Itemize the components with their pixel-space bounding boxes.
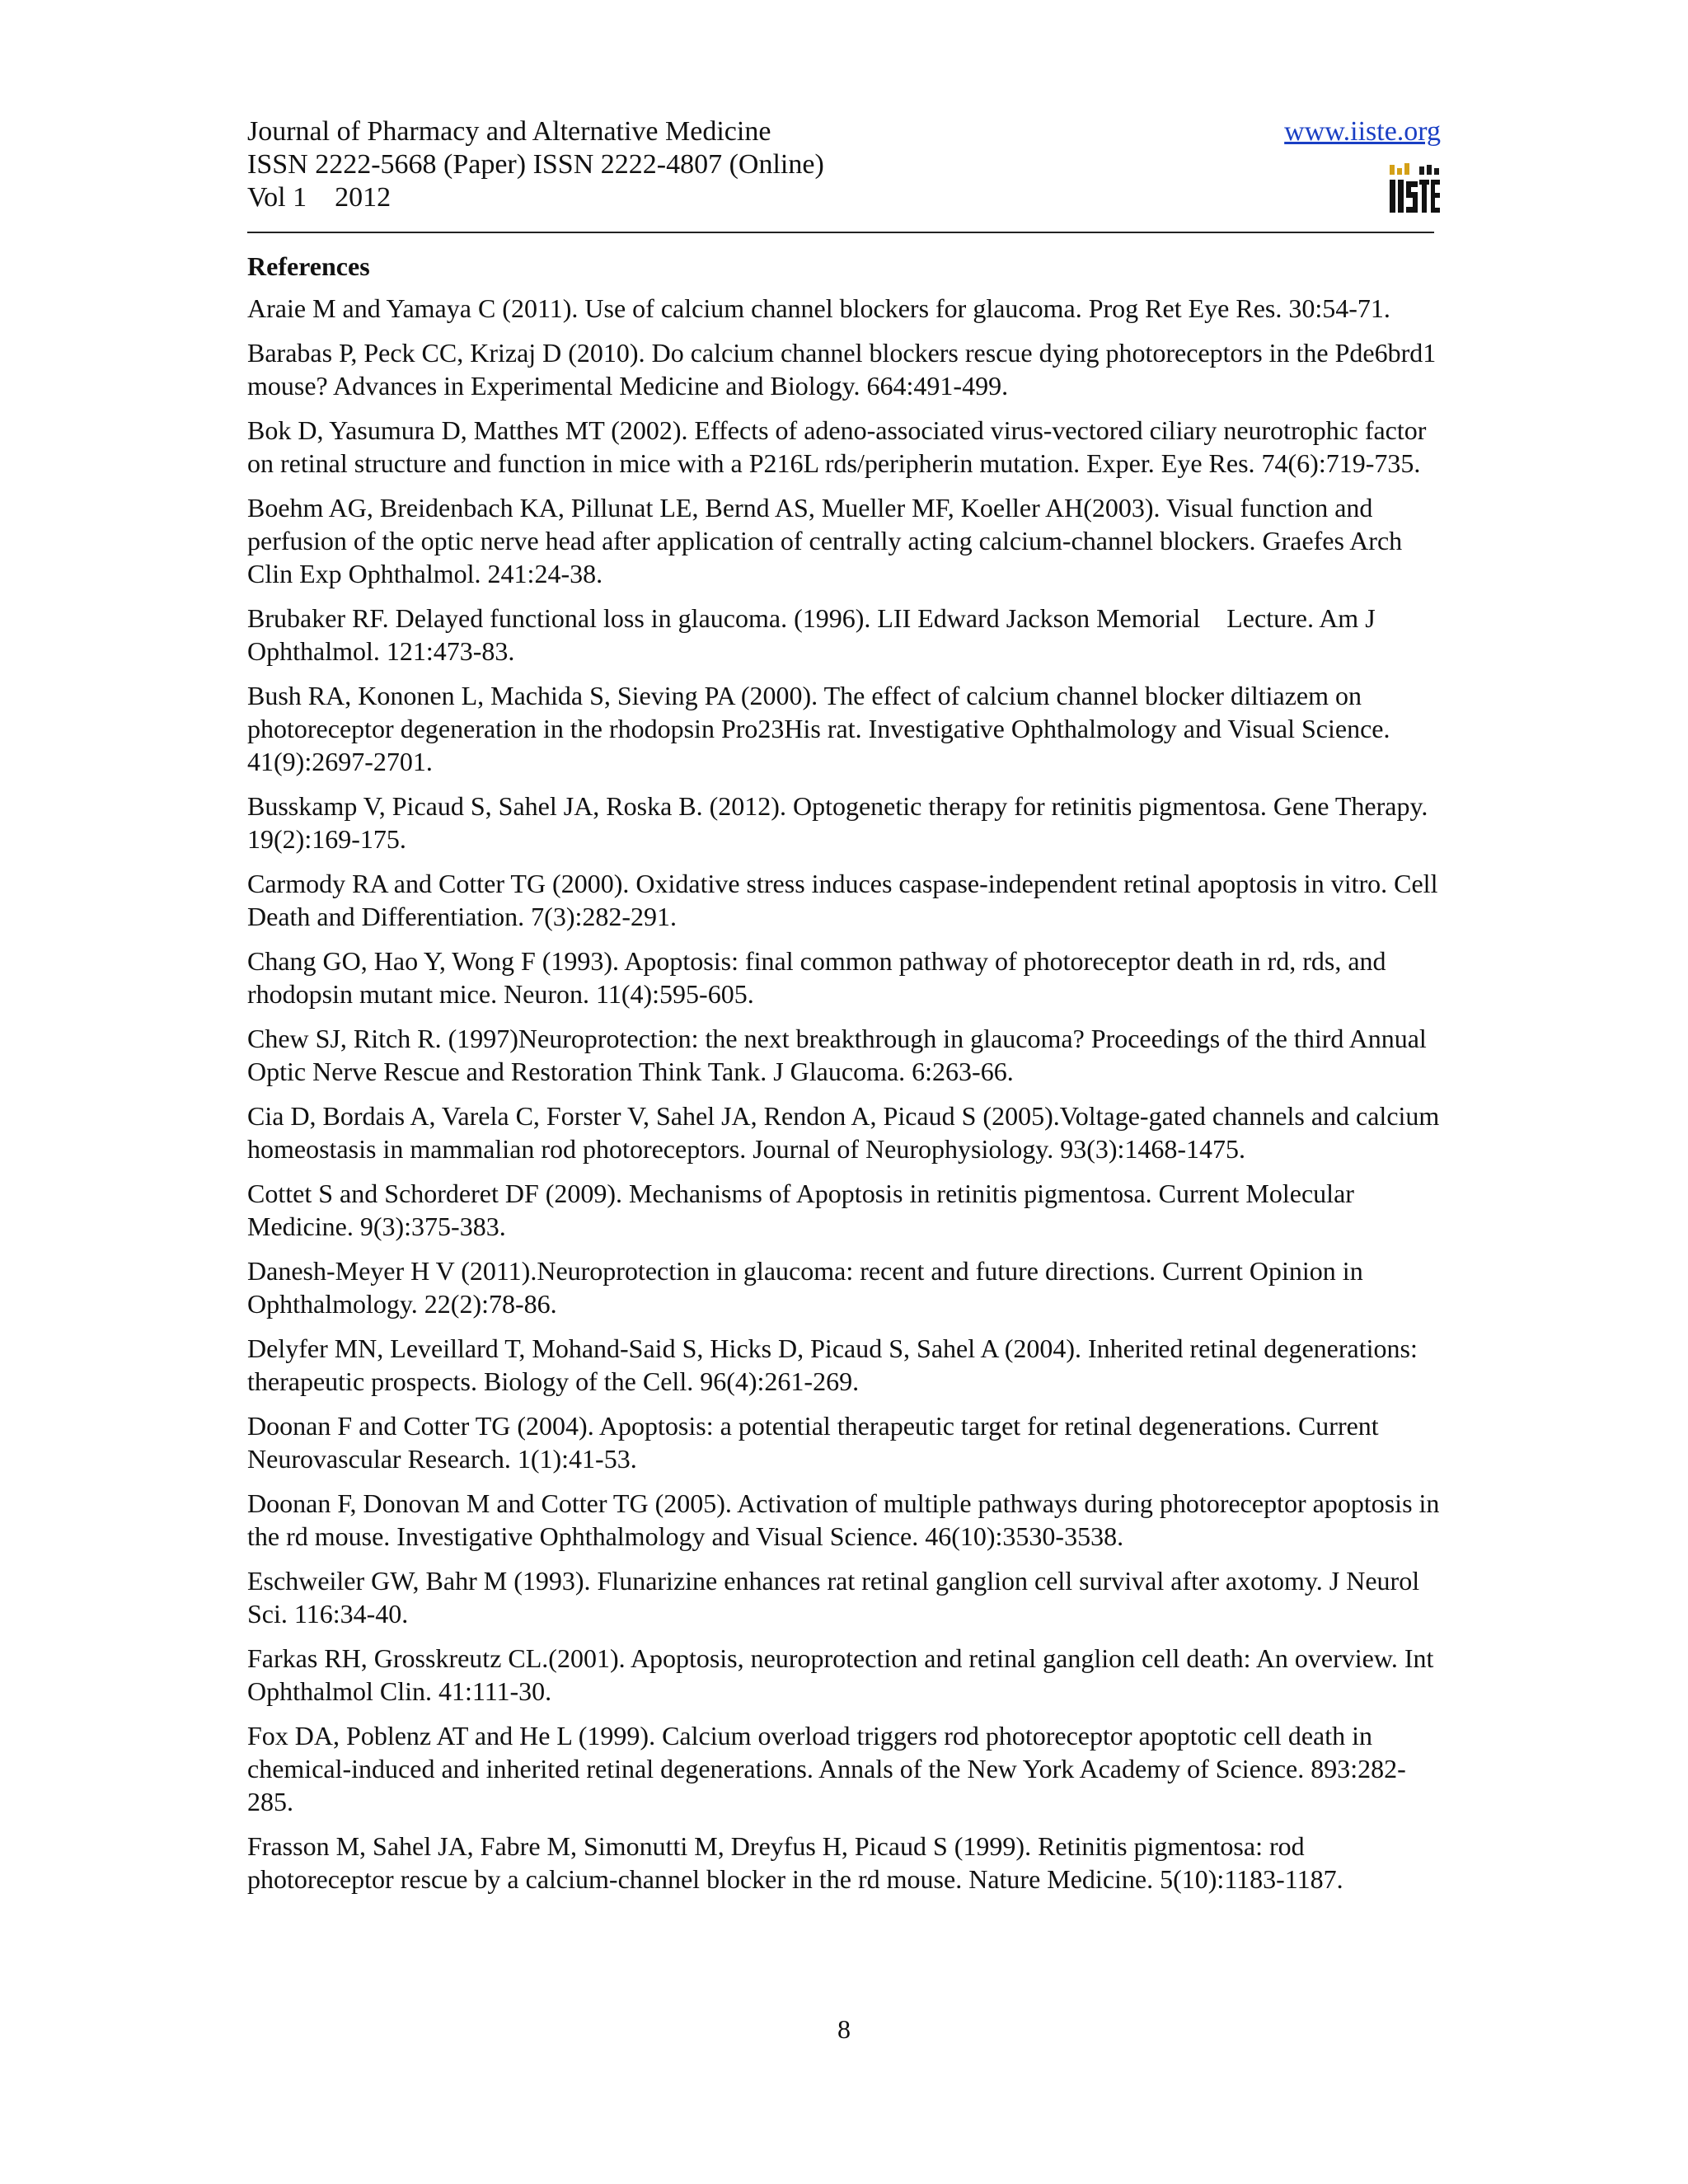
- journal-issn: ISSN 2222-5668 (Paper) ISSN 2222-4807 (Online): [247, 149, 824, 180]
- page-number: 8: [837, 2014, 851, 2044]
- reference-item: Chew SJ, Ritch R. (1997)Neuroprotection: the next breakthrough in glaucoma? Proceedings of the third Annual Optic Nerve Rescue and Restoration Think Tank. J Glaucoma. 6:263-66.: [247, 1024, 1427, 1086]
- reference-item: Busskamp V, Picaud S, Sahel JA, Roska B. (2012). Optogenetic therapy for retinitis pigmentosa. Gene Therapy. 19(2):169-175.: [247, 791, 1428, 854]
- header-divider: [247, 232, 1434, 233]
- references-section: [247, 249, 1451, 1907]
- reference-item: Cottet S and Schorderet DF (2009). Mechanisms of Apoptosis in retinitis pigmentosa. Current Molecular Medicine. 9(3):375-383.: [247, 1179, 1354, 1241]
- reference-item: Chang GO, Hao Y, Wong F (1993). Apoptosis: final common pathway of photoreceptor death in rd, rds, and rhodopsin mutant mice. Neuron. 11(4):595-605.: [247, 946, 1386, 1009]
- journal-volume: Vol 1 2012: [247, 182, 392, 213]
- reference-item: Bush RA, Kononen L, Machida S, Sieving PA (2000). The effect of calcium channel blocker diltiazem on photoreceptor degeneration in the rhodopsin Pro23His rat. Investigative Ophthalmology and Visual Science. 41(9):2697-2701.: [247, 681, 1390, 776]
- reference-item: Danesh-Meyer H V (2011).Neuroprotection in glaucoma: recent and future directions. Current Opinion in Ophthalmology. 22(2):78-86.: [247, 1256, 1363, 1319]
- journal-title: Journal of Pharmacy and Alternative Medicine: [247, 116, 771, 147]
- reference-item: Farkas RH, Grosskreutz CL.(2001). Apoptosis, neuroprotection and retinal ganglion cell death: An overview. Int Ophthalmol Clin. 41:111-30.: [247, 1643, 1434, 1706]
- reference-item: Barabas P, Peck CC, Krizaj D (2010). Do calcium channel blockers rescue dying photoreceptors in the Pde6brd1 mouse? Advances in Experimental Medicine and Biology. 664:491-499.: [247, 338, 1437, 401]
- reference-item: Brubaker RF. Delayed functional loss in glaucoma. (1996). LII Edward Jackson Memorial Lecture. Am J Ophthalmol. 121:473-83.: [247, 603, 1382, 666]
- reference-item: Delyfer MN, Leveillard T, Mohand-Said S, Hicks D, Picaud S, Sahel A (2004). Inherited retinal degenerations: therapeutic prospects. Biology of the Cell. 96(4):261-269.: [247, 1333, 1418, 1396]
- reference-item: Fox DA, Poblenz AT and He L (1999). Calcium overload triggers rod photoreceptor apoptotic cell death in chemical-induced and inherited retinal degenerations. Annals of the New York Academy of Science. 893:282-285.: [247, 1721, 1406, 1816]
- iiste-logo: [1388, 163, 1441, 216]
- page-header: [247, 115, 1441, 231]
- reference-item: Frasson M, Sahel JA, Fabre M, Simonutti M, Dreyfus H, Picaud S (1999). Retinitis pigmentosa: rod photoreceptor rescue by a calcium-channel blocker in the rd mouse. Nature Medicine. 5(10):1183-1187.: [247, 1831, 1343, 1894]
- reference-item: Eschweiler GW, Bahr M (1993). Flunarizine enhances rat retinal ganglion cell survival after axotomy. J Neurol Sci. 116:34-40.: [247, 1566, 1420, 1629]
- reference-item: Cia D, Bordais A, Varela C, Forster V, Sahel JA, Rendon A, Picaud S (2005).Voltage-gated channels and calcium homeostasis in mammalian rod photoreceptors. Journal of Neurophysiology. 93(3):1468-1475.: [247, 1101, 1440, 1164]
- reference-item: Doonan F and Cotter TG (2004). Apoptosis: a potential therapeutic target for retinal degenerations. Current Neurovascular Research. 1(1):41-53.: [247, 1411, 1379, 1474]
- reference-item: Doonan F, Donovan M and Cotter TG (2005). Activation of multiple pathways during photoreceptor apoptosis in the rd mouse. Investigative Ophthalmology and Visual Science. 46(10):3530-3538.: [247, 1488, 1440, 1551]
- reference-item: Carmody RA and Cotter TG (2000). Oxidative stress induces caspase-independent retinal apoptosis in vitro. Cell Death and Differentiation. 7(3):282-291.: [247, 869, 1438, 931]
- reference-item: Boehm AG, Breidenbach KA, Pillunat LE, Bernd AS, Mueller MF, Koeller AH(2003). Visual function and perfusion of the optic nerve head after application of centrally acting calcium-channel blockers. Graefes Arch Clin Exp Ophthalmol. 241:24-38.: [247, 493, 1403, 588]
- reference-item: Araie M and Yamaya C (2011). Use of calcium channel blockers for glaucoma. Prog Ret Eye Res. 30:54-71.: [247, 293, 1390, 323]
- references-heading: References: [247, 251, 370, 281]
- website-link[interactable]: www.iiste.org: [1284, 116, 1441, 147]
- journal-info: [247, 115, 824, 214]
- reference-list: [247, 292, 1451, 1896]
- reference-item: Bok D, Yasumura D, Matthes MT (2002). Effects of adeno-associated virus-vectored ciliary neurotrophic factor on retinal structure and function in mice with a P216L rds/peripherin mutation. Exper. Eye Res. 74(6):719-735.: [247, 415, 1427, 478]
